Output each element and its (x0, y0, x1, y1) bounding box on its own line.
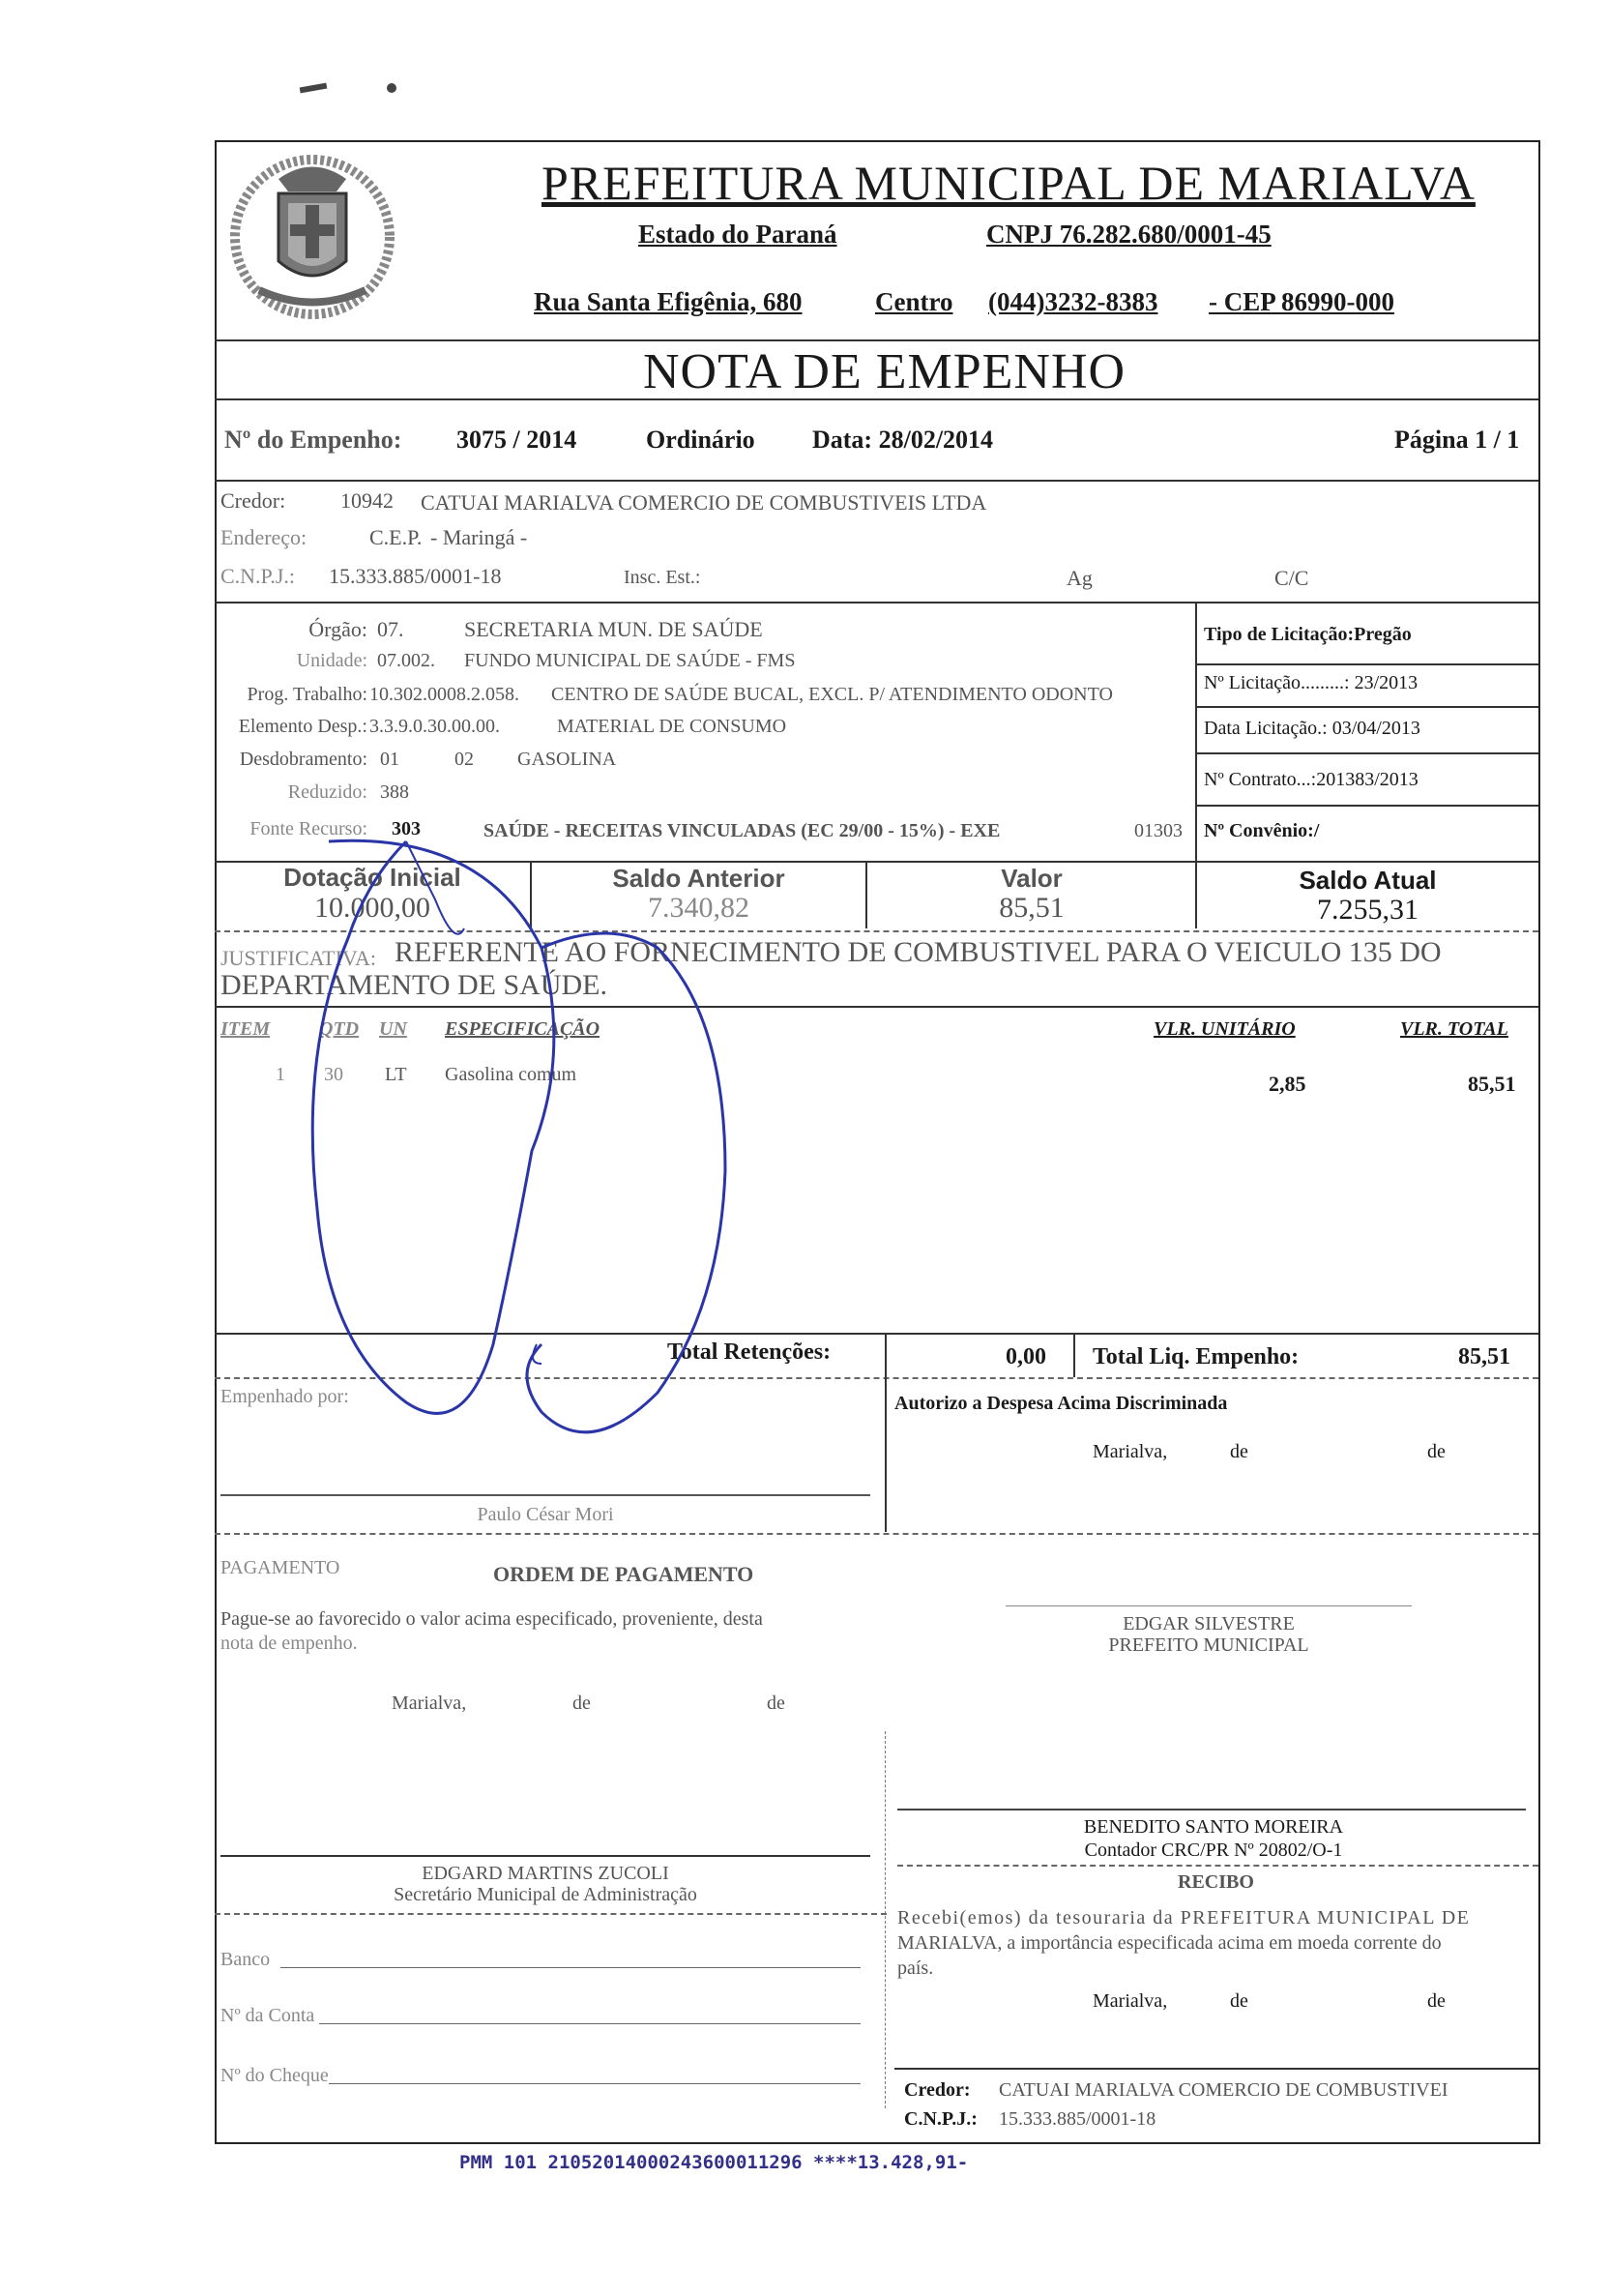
unidade-name: FUNDO MUNICIPAL DE SAÚDE - FMS (464, 650, 796, 671)
saldo-atual-label: Saldo Atual (1299, 866, 1437, 895)
conta-label: Nº da Conta (220, 2005, 315, 2026)
prog-name: CENTRO DE SAÚDE BUCAL, EXCL. P/ ATENDIMENTO ODONTO (551, 684, 1113, 705)
pagamento-de2: de (767, 1693, 785, 1714)
recibo-credor-label: Credor: (904, 2079, 971, 2101)
secretario-name: EDGARD MARTINS ZUCOLI (422, 1863, 669, 1884)
cheque-label: Nº do Cheque (220, 2065, 329, 2086)
justificativa-label: JUSTIFICATIVA: (220, 946, 376, 970)
autorizo-city: Marialva, (1093, 1441, 1168, 1462)
contador-title: Contador CRC/PR Nº 20802/O-1 (1084, 1840, 1343, 1861)
justificativa-line2: DEPARTAMENTO DE SAÚDE. (220, 969, 607, 1001)
licitacao-numero: Nº Licitação.........: 23/2013 (1204, 672, 1419, 693)
row-qtd: 30 (324, 1064, 343, 1085)
elem-label: Elemento Desp.: (238, 716, 367, 737)
credor-cep: C.E.P. (369, 525, 423, 549)
row-especificacao: Gasolina comum (445, 1064, 577, 1085)
col-qtd: QTD (319, 1018, 360, 1040)
col-especificacao: ESPECIFICAÇÃO (445, 1018, 600, 1040)
valor-label: Valor (1001, 864, 1063, 893)
empenhado-por-label: Empenhado por: (220, 1386, 349, 1407)
prefeito-name: EDGAR SILVESTRE (1123, 1613, 1295, 1634)
unidade-code: 07.002. (377, 650, 435, 671)
recibo-cnpj: 15.333.885/0001-18 (999, 2108, 1156, 2130)
coat-of-arms-icon (220, 145, 404, 329)
saldo-anterior-value: 7.340,82 (648, 892, 749, 924)
elem-name: MATERIAL DE CONSUMO (557, 716, 787, 737)
total-liquido-value: 85,51 (1458, 1344, 1510, 1369)
credor-cnpj-label: C.N.P.J.: (220, 564, 296, 588)
justificativa-line1: REFERENTE AO FORNECIMENTO DE COMBUSTIVEL PARA O VEICULO 135 DO (395, 936, 1442, 968)
prog-label: Prog. Trabalho: (247, 684, 367, 705)
unidade-label: Unidade: (296, 650, 367, 671)
desd-code2: 02 (454, 749, 474, 770)
desd-label: Desdobramento: (239, 749, 367, 770)
saldo-anterior-label: Saldo Anterior (612, 864, 785, 893)
contador-name: BENEDITO SANTO MOREIRA (1083, 1816, 1344, 1838)
recibo-line2: MARIALVA, a importância especificada acima em moeda corrente do (897, 1932, 1442, 1954)
red-code: 388 (380, 781, 409, 803)
prog-code: 10.302.0008.2.058. (369, 684, 519, 705)
total-retencoes-label: Total Retenções: (667, 1339, 832, 1365)
credor-code: 10942 (340, 488, 394, 513)
handwritten-signature (290, 803, 793, 1480)
recibo-cnpj-label: C.N.P.J.: (904, 2108, 978, 2130)
col-un: UN (379, 1018, 407, 1040)
recibo-credor: CATUAI MARIALVA COMERCIO DE COMBUSTIVEI (999, 2079, 1448, 2101)
credor-ag: Ag (1067, 566, 1093, 590)
banco-label: Banco (220, 1949, 271, 1970)
doc-title: NOTA DE EMPENHO (643, 344, 1126, 399)
desd-code: 01 (380, 749, 399, 770)
recibo-line1: Recebi(emos) da tesouraria da PREFEITURA MUNICIPAL DE (897, 1907, 1471, 1928)
credor-name: CATUAI MARIALVA COMERCIO DE COMBUSTIVEIS LTDA (421, 490, 987, 515)
row-vlr-unitario: 2,85 (1269, 1072, 1306, 1096)
autorizo-de1: de (1230, 1441, 1248, 1462)
recibo-de2: de (1427, 1990, 1446, 2012)
autorizo-text: Autorizo a Despesa Acima Discriminada (894, 1393, 1228, 1414)
scan-mark (300, 83, 328, 94)
credor-insc: Insc. Est.: (624, 567, 701, 588)
ordem-pagamento: ORDEM DE PAGAMENTO (493, 1562, 754, 1586)
rec-code: 303 (392, 818, 421, 839)
empenho-date: Data: 28/02/2014 (812, 426, 994, 454)
valor-value: 85,51 (999, 892, 1065, 924)
col-vlr-unitario: VLR. UNITÁRIO (1154, 1018, 1296, 1040)
total-retencoes-value: 0,00 (1006, 1344, 1046, 1369)
orgao-name: SECRETARIA MUN. DE SAÚDE (464, 617, 763, 641)
pagamento-text2: nota de empenho. (220, 1633, 358, 1654)
dotacao-inicial-value: 10.000,00 (314, 892, 430, 924)
empenho-label: Nº do Empenho: (224, 426, 402, 454)
credor-cnpj: 15.333.885/0001-18 (329, 564, 502, 588)
row-item: 1 (276, 1064, 285, 1085)
row-un: LT (385, 1064, 407, 1085)
empenho-number: 3075 / 2014 (456, 426, 577, 454)
credor-address-label: Endereço: (220, 525, 307, 549)
recibo-city: Marialva, (1093, 1990, 1168, 2012)
licitacao-contrato: Nº Contrato...:201383/2013 (1204, 769, 1419, 790)
dotacao-inicial-label: Dotação Inicial (283, 863, 461, 892)
desd-name: GASOLINA (517, 749, 617, 770)
header-cnpj: CNPJ 76.282.680/0001-45 (986, 220, 1272, 249)
licitacao-convenio: Nº Convênio:/ (1204, 820, 1320, 841)
header-phone: (044)3232-8383 (988, 287, 1158, 316)
credor-cc: C/C (1274, 566, 1309, 590)
saldo-atual-value: 7.255,31 (1317, 894, 1419, 926)
autorizo-signer: Paulo César Mori (477, 1504, 614, 1525)
header-title: PREFEITURA MUNICIPAL DE MARIALVA (541, 156, 1476, 210)
credor-label: Credor: (220, 488, 286, 513)
pagamento-city: Marialva, (392, 1693, 467, 1714)
rec-label: Fonte Recurso: (249, 818, 367, 839)
pagamento-text1: Pague-se ao favorecido o valor acima especificado, proveniente, desta (220, 1608, 763, 1630)
mechanical-stamp: PMM 101 21052014000243600011296 ****13.428,91- (459, 2152, 969, 2173)
header-district: Centro (875, 287, 953, 316)
row-vlr-total: 85,51 (1468, 1072, 1516, 1096)
pagamento-label: PAGAMENTO (220, 1557, 340, 1578)
licitacao-tipo: Tipo de Licitação:Pregão (1204, 624, 1412, 645)
col-item: ITEM (220, 1018, 271, 1040)
orgao-code: 07. (377, 617, 404, 641)
col-vlr-total: VLR. TOTAL (1400, 1018, 1508, 1040)
empenho-type: Ordinário (646, 426, 755, 454)
autorizo-de2: de (1427, 1441, 1446, 1462)
rec-name: SAÚDE - RECEITAS VINCULADAS (EC 29/00 - 15%) - EXE (483, 820, 1001, 841)
elem-code: 3.3.9.0.30.00.00. (369, 716, 500, 737)
orgao-label: Órgão: (308, 617, 367, 641)
empenho-page: Página 1 / 1 (1394, 426, 1520, 454)
secretario-title: Secretário Municipal de Administração (394, 1884, 697, 1905)
total-liquido-label: Total Liq. Empenho: (1093, 1344, 1300, 1369)
credor-city: - Maringá - (430, 525, 528, 549)
red-label: Reduzido: (287, 781, 367, 803)
prefeito-title: PREFEITO MUNICIPAL (1108, 1634, 1309, 1656)
rec-num: 01303 (1134, 820, 1183, 841)
scan-mark (387, 83, 396, 93)
recibo-de1: de (1230, 1990, 1248, 2012)
licitacao-data: Data Licitação.: 03/04/2013 (1204, 718, 1420, 739)
header-state: Estado do Paraná (638, 220, 837, 249)
header-street: Rua Santa Efigênia, 680 (534, 287, 803, 316)
recibo-title: RECIBO (1178, 1871, 1254, 1893)
pagamento-de1: de (572, 1693, 591, 1714)
recibo-line3: país. (897, 1957, 934, 1979)
header-cep: - CEP 86990-000 (1209, 287, 1394, 316)
